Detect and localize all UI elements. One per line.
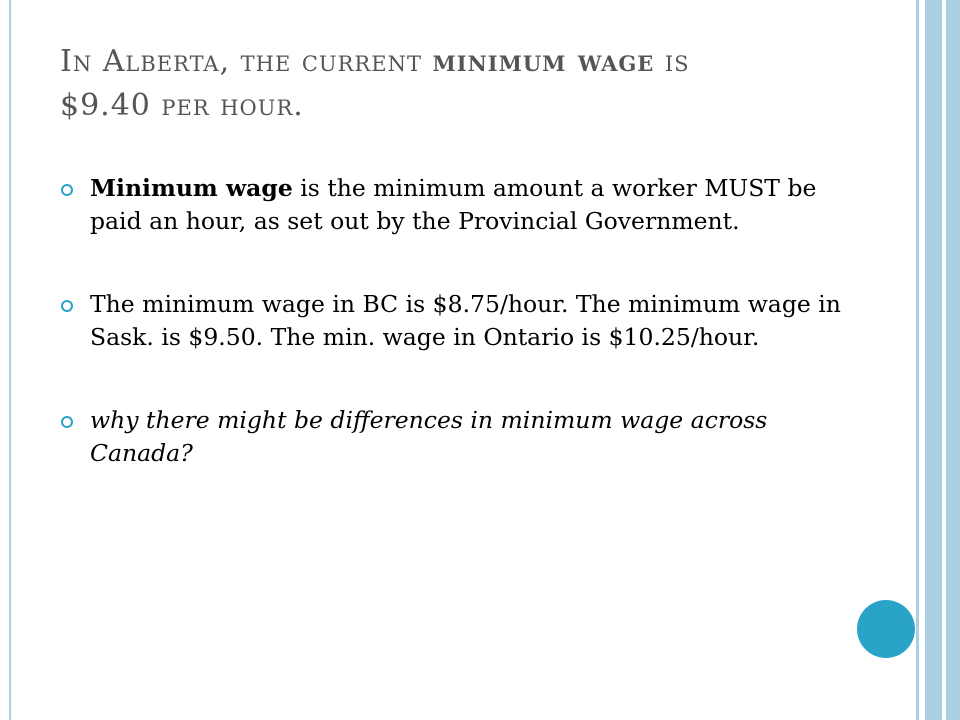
bullet-bold-lead: Minimum wage — [90, 174, 293, 202]
left-frame-line — [9, 0, 11, 720]
bullet-text: is the minimum amount a worker MUST be paid an hour, as set out by the Provincial Government. — [90, 174, 817, 235]
right-frame-stripes — [916, 0, 960, 720]
title-prefix: In Alberta, the current — [60, 44, 433, 79]
hollow-circle-bullet-icon — [61, 300, 73, 312]
frame-stripe — [946, 0, 960, 720]
frame-stripe — [916, 0, 919, 720]
title-suffix: is — [654, 44, 690, 79]
accent-circle — [857, 600, 915, 658]
frame-stripe — [925, 0, 942, 720]
bullet-text: The minimum wage in BC is $8.75/hour. The minimum wage in Sask. is $9.50. The min. wage in Ontario is $10.25/hour. — [90, 290, 841, 351]
title-line-2: $9.40 per hour. — [60, 88, 304, 123]
bullet-item — [58, 288, 848, 354]
hollow-circle-bullet-icon — [61, 184, 73, 196]
bullet-list — [58, 172, 848, 520]
bullet-item — [58, 172, 848, 238]
bullet-italic-question: why there might be differences in minimum wage across Canada? — [90, 406, 768, 467]
title-bold-term: minimum wage — [432, 44, 655, 79]
slide-title — [60, 40, 850, 128]
hollow-circle-bullet-icon — [61, 416, 73, 428]
bullet-item — [58, 404, 848, 470]
